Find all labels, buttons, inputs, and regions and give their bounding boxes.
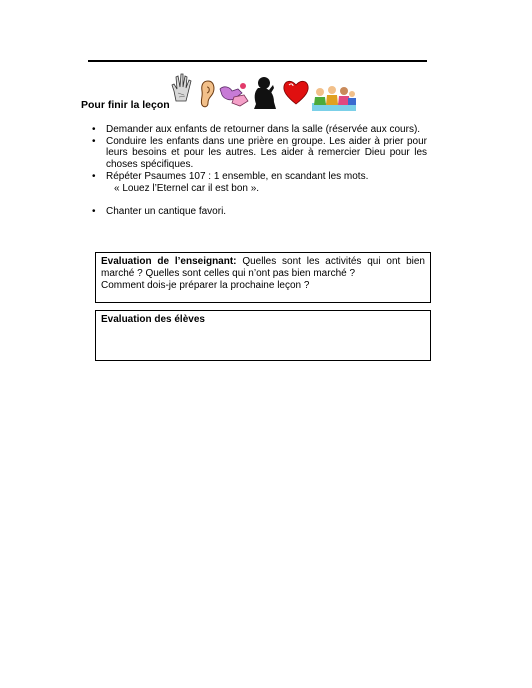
- hands-holding-icon: [218, 79, 250, 109]
- praying-child-icon: [250, 76, 280, 110]
- teacher-evaluation-line2: Comment dois-je préparer la prochaine leçon ?: [101, 280, 310, 291]
- list-item-text: Chanter un cantique favori.: [106, 206, 227, 218]
- bullet-icon: •: [92, 135, 96, 147]
- teacher-evaluation-text: [101, 256, 425, 280]
- bullet-icon: •: [92, 206, 96, 218]
- bullet-icon: •: [92, 124, 96, 135]
- children-group-icon: [312, 83, 356, 111]
- section-heading: Pour finir la leçon: [81, 99, 170, 111]
- student-evaluation-box: [95, 310, 431, 361]
- list-item: [92, 124, 427, 136]
- student-evaluation-label: Evaluation des élèves: [101, 314, 205, 325]
- list-item-text: Demander aux enfants de retourner dans la salle (réservée aux cours).: [106, 124, 421, 135]
- list-item: [92, 206, 427, 218]
- list-item-text: Conduire les enfants dans une prière en groupe. Les aider à prier pour leurs besoins et pour les autres. Les aider à remercier Dieu pour les choses spécifiques.: [106, 135, 427, 171]
- teacher-evaluation-label: Evaluation de l’enseignant:: [101, 256, 237, 267]
- list-item-quote: « Louez l’Eternel car il est bon ».: [114, 182, 260, 194]
- top-rule: [88, 60, 427, 62]
- teacher-evaluation-question: Quelles sont les activités qui ont bien marché ? Quelles sont celles qui n’ont pas bien marché ?: [101, 256, 425, 279]
- ear-icon: [198, 79, 216, 109]
- list-item-text: Répéter Psaumes 107 : 1 ensemble, en scandant les mots.: [106, 170, 369, 182]
- heart-icon: [282, 79, 310, 105]
- list-item: [92, 136, 427, 171]
- list-item: [92, 171, 427, 194]
- lesson-steps-list: [92, 124, 427, 218]
- teacher-evaluation-box: [95, 252, 431, 303]
- bullet-icon: •: [92, 170, 96, 182]
- hand-icon: [170, 73, 194, 103]
- activity-icons: [170, 73, 356, 113]
